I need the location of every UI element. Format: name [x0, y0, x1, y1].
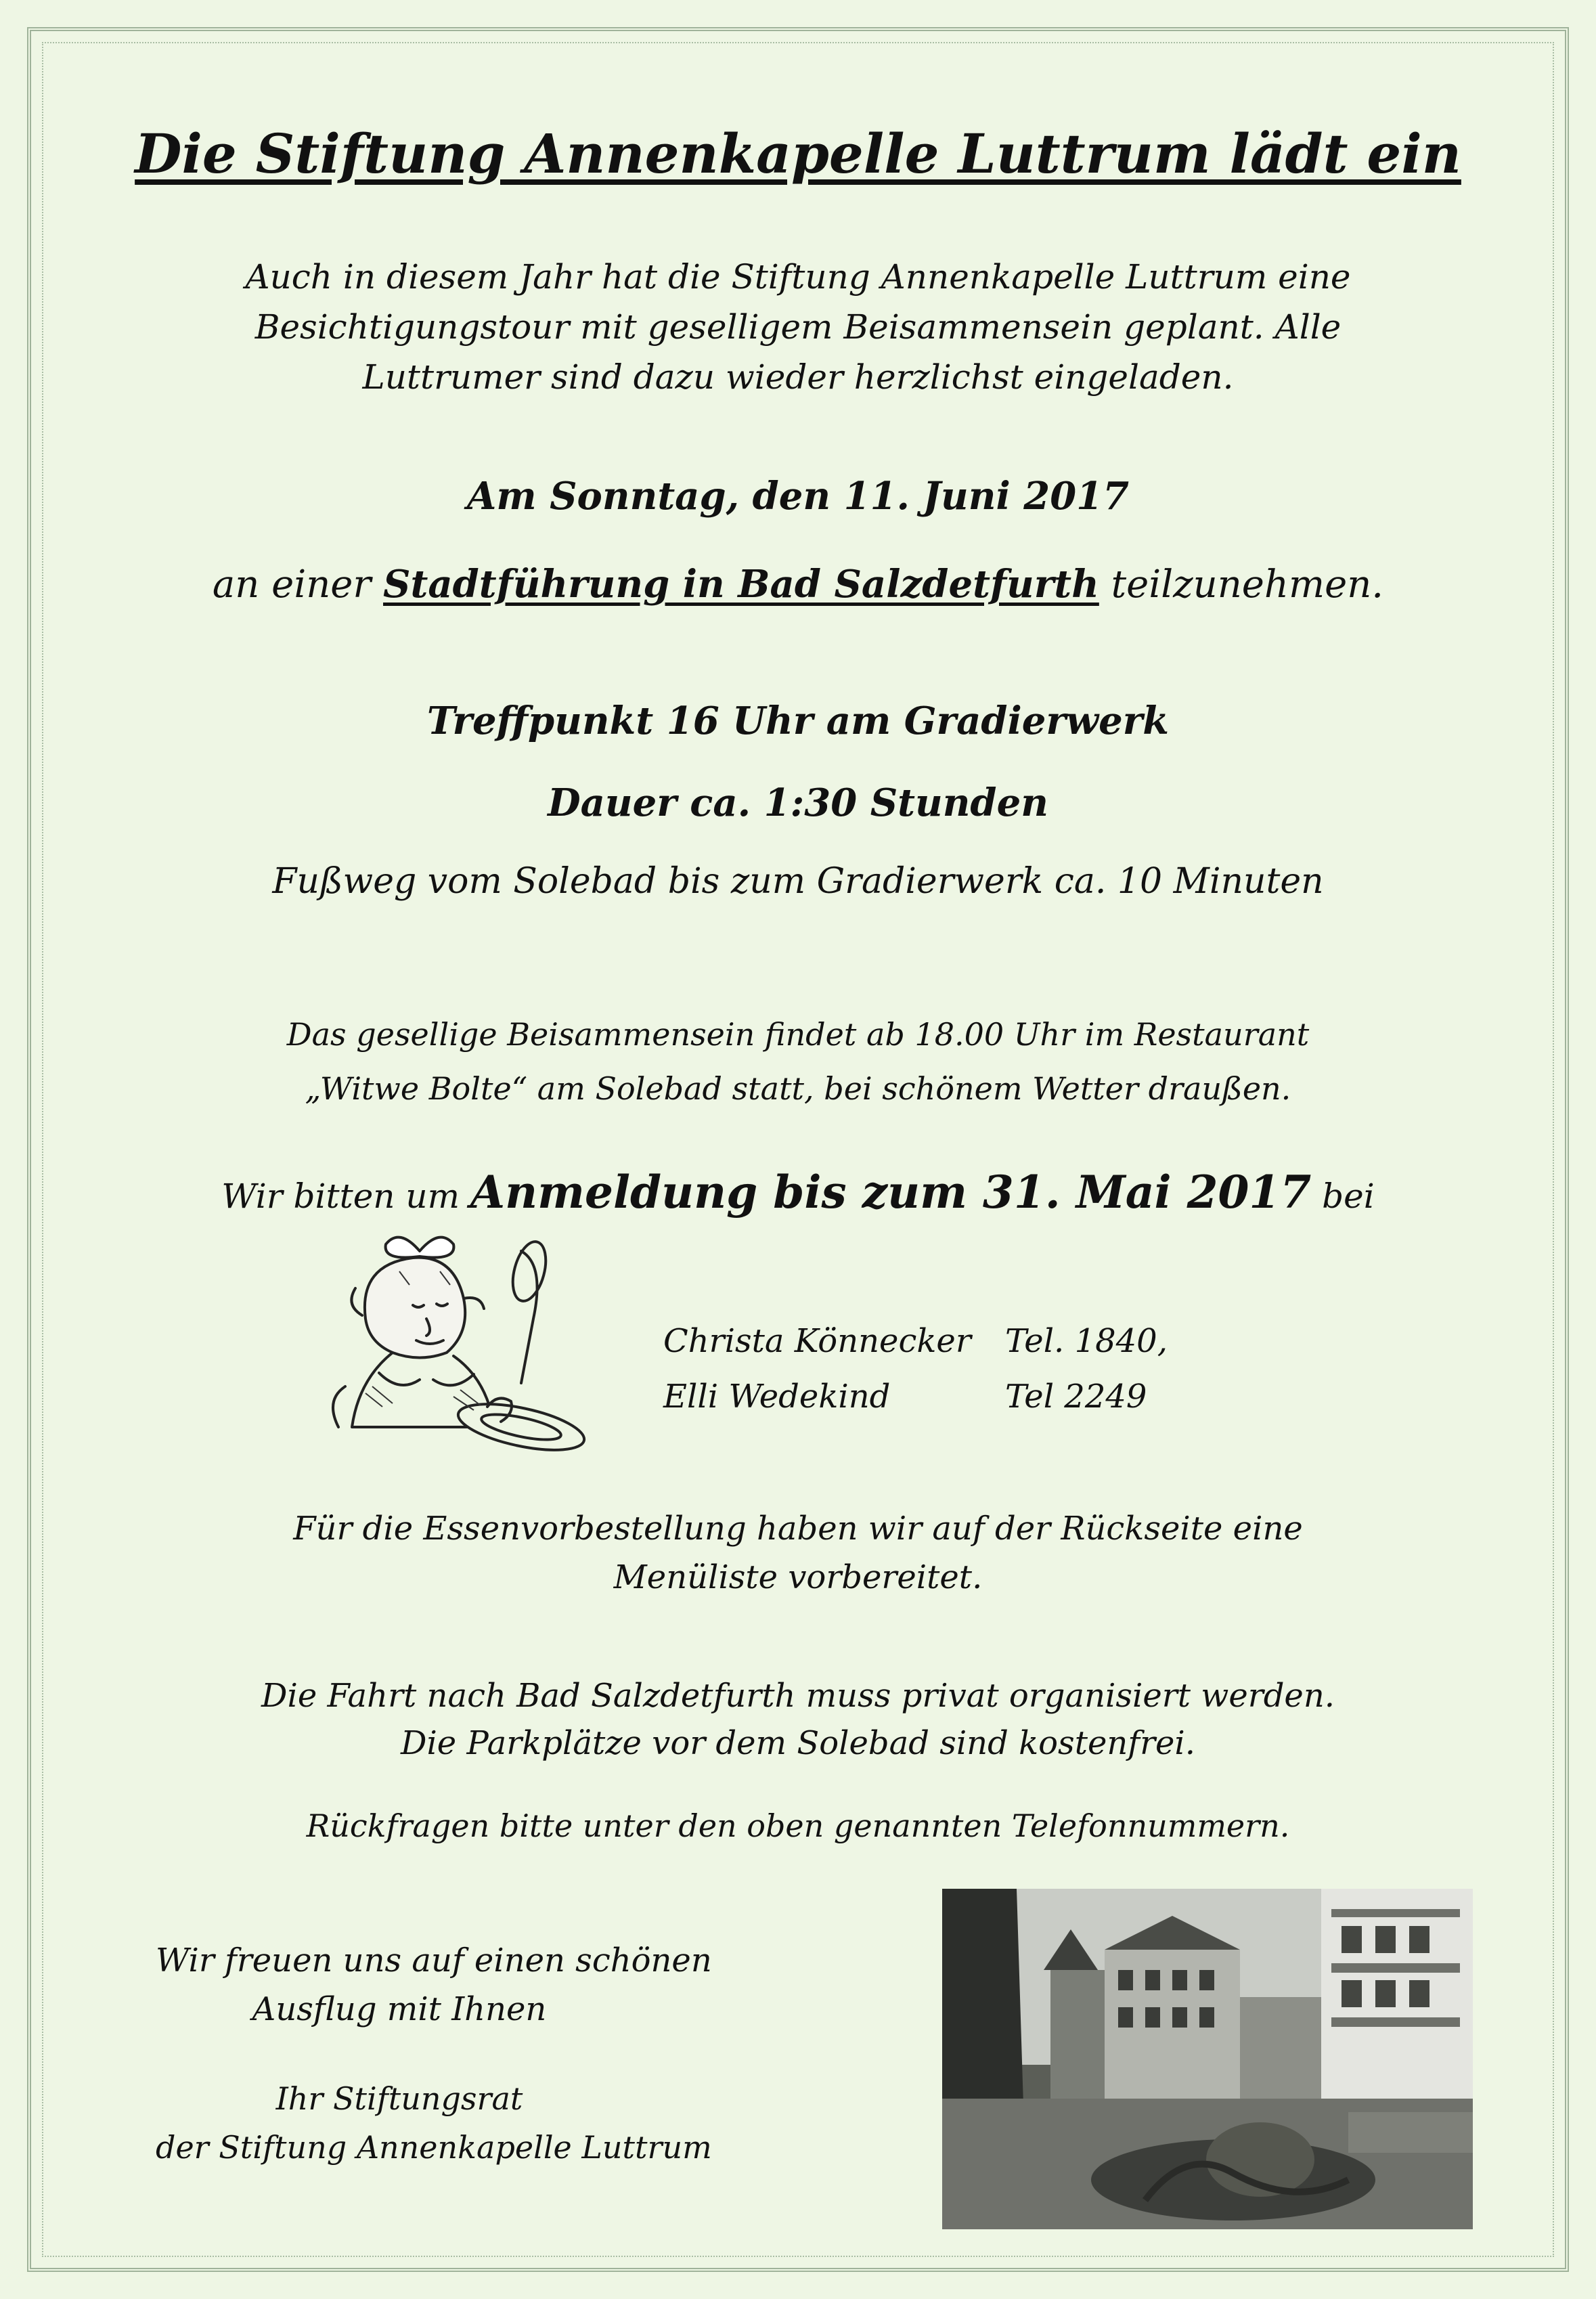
intro-line-3: Luttrumer sind dazu wieder herzlichst eingeladen.: [362, 357, 1234, 397]
event-date: Am Sonntag, den 11. Juni 2017: [466, 474, 1130, 519]
registration-deadline: Anmeldung bis zum 31. Mai 2017: [470, 1166, 1312, 1219]
tour-place: Stadtführung in Bad Salzdetfurth: [383, 562, 1099, 607]
menu-note-line-2: Menüliste vorbereitet.: [613, 1558, 983, 1596]
closing-line-2: Ausflug mit Ihnen: [252, 1990, 547, 2028]
social-line-2: „Witwe Bolte“ am Solebad statt, bei schönem Wetter draußen.: [305, 1070, 1291, 1107]
registration-suffix: bei: [1322, 1177, 1375, 1216]
signature: [156, 2074, 712, 2172]
tour-line: [0, 562, 1596, 607]
menu-note: [0, 1504, 1596, 1602]
contact-phone: Tel 2249: [1005, 1378, 1147, 1416]
contact-row: [663, 1313, 1168, 1369]
signature-line-2: der Stiftung Annenkapelle Luttrum: [156, 2129, 712, 2166]
travel-line-1: Die Fahrt nach Bad Salzdetfurth muss privat organisiert werden.: [261, 1677, 1335, 1715]
tour-suffix: teilzunehmen.: [1111, 563, 1384, 607]
page-title: Die Stiftung Annenkapelle Luttrum lädt ein: [135, 122, 1461, 185]
travel-line-2: Die Parkplätze vor dem Solebad sind kostenfrei.: [400, 1724, 1196, 1762]
contact-row: [663, 1369, 1168, 1424]
registration-line: [0, 1166, 1596, 1219]
social-gathering: [0, 1007, 1596, 1116]
tour-prefix: an einer: [212, 563, 372, 607]
intro-paragraph: [0, 252, 1596, 402]
meeting-point: Treffpunkt 16 Uhr am Gradierwerk: [426, 699, 1170, 743]
closing-text: [156, 1936, 712, 2034]
registration-prefix: Wir bitten um: [221, 1177, 460, 1216]
contact-list: [663, 1313, 1168, 1424]
contact-name: Elli Wedekind: [663, 1378, 891, 1416]
social-line-1: Das gesellige Beisammensein findet ab 18.00 Uhr im Restaurant: [286, 1016, 1310, 1053]
intro-line-2: Besichtigungstour mit geselligem Beisammensein geplant. Alle: [254, 307, 1342, 347]
closing-line-1: Wir freuen uns auf einen schönen: [156, 1942, 712, 1979]
duration: Dauer ca. 1:30 Stunden: [548, 781, 1048, 825]
contact-phone: Tel. 1840,: [1005, 1322, 1168, 1360]
signature-line-1: Ihr Stiftungsrat: [275, 2080, 523, 2117]
contact-name: Christa Könnecker: [663, 1322, 971, 1360]
travel-info: [0, 1672, 1596, 1767]
intro-line-1: Auch in diesem Jahr hat die Stiftung Annenkapelle Luttrum eine: [245, 257, 1351, 297]
town-square-photo: [942, 1889, 1473, 2229]
walk-info: Fußweg vom Solebad bis zum Gradierwerk ca. 10 Minuten: [272, 861, 1324, 902]
menu-note-line-1: Für die Essenvorbestellung haben wir auf der Rückseite eine: [293, 1510, 1303, 1548]
witwe-bolte-drawing: [318, 1224, 589, 1468]
questions-note: Rückfragen bitte unter den oben genannten Telefonnummern.: [306, 1808, 1290, 1844]
